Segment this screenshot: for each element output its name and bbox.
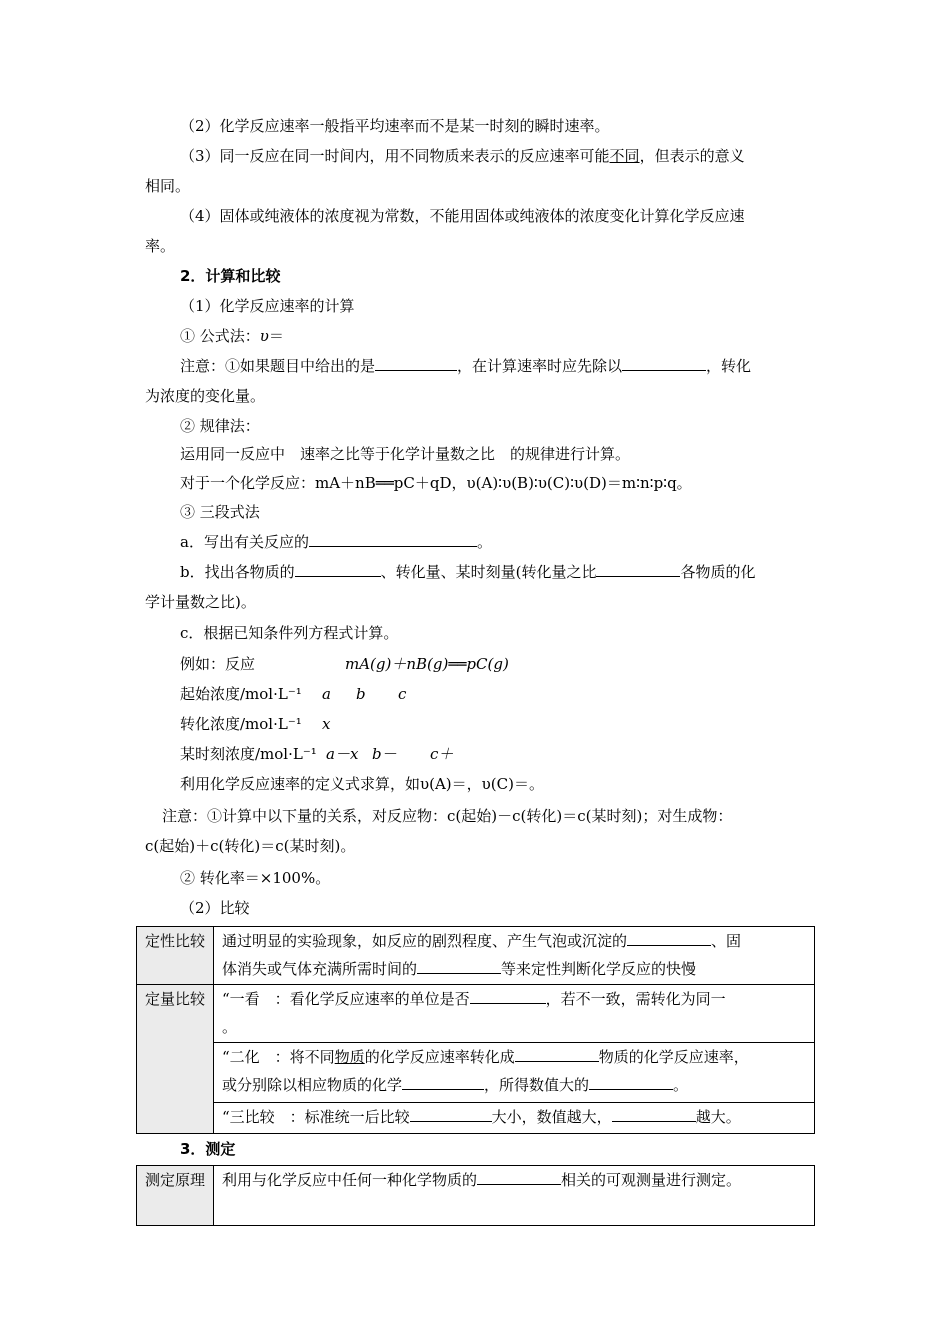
measure-table [136, 1165, 815, 1226]
quant-rule-1: “一看 ：看化学反应速率的单位是否 ，若不一致，需转化为同一 。 [214, 985, 815, 1043]
row-moment-b: b－ [372, 745, 397, 763]
rule-equation: 对于一个化学反应：mA＋nB══pC＋qD，υ(A)∶υ(B)∶υ(C)∶υ(D)＝m∶n∶p∶q。 [180, 474, 692, 492]
note-3: （3）同一反应在同一时间内，用不同物质来表示的反应速率可能不同，但表示的意义 [180, 147, 745, 165]
formula-method: ① 公式法：υ＝ [180, 327, 284, 345]
qualitative-cell: 通过明显的实验现象，如反应的剧烈程度、产生气泡或沉淀的 、固 体消失或气体充满所需时间的 等来定性判断化学反应的快慢 [214, 927, 815, 985]
sub-heading-calc: （1）化学反应速率的计算 [180, 297, 355, 315]
row-change-x: x [322, 715, 331, 733]
example-label: 例如：反应 [180, 655, 256, 673]
quantitative-label: 定量比较 [137, 985, 214, 1134]
example-equation: mA(g)＋nB(g)══pC(g) [345, 655, 509, 673]
section-2-heading: 2．计算和比较 [180, 267, 281, 285]
step-c: c．根据已知条件列方程式计算。 [180, 624, 399, 642]
note-2: （2）化学反应速率一般指平均速率而不是某一时刻的瞬时速率。 [180, 117, 610, 135]
qualitative-label: 定性比较 [137, 927, 214, 985]
rule-method: ② 规律法： [180, 417, 260, 435]
calc-text: 利用化学反应速率的定义式求算，如υ(A)＝，υ(C)＝。 [180, 775, 544, 793]
conversion-rate: ② 转化率＝×100%。 [180, 869, 331, 887]
step-b-cont: 学计量数之比)。 [145, 593, 256, 611]
measure-label: 测定原理 [137, 1166, 214, 1226]
note-4-cont: 率。 [145, 237, 176, 255]
row-moment-label: 某时刻浓度/mol·L⁻¹ [180, 745, 317, 763]
row-change-label: 转化浓度/mol·L⁻¹ [180, 715, 302, 733]
rule-text: 运用同一反应中 速率之比等于化学计量数之比 的规律进行计算。 [180, 445, 631, 463]
note-3-cont: 相同。 [145, 177, 191, 195]
step-a: a．写出有关反应的 。 [180, 533, 492, 551]
quant-rule-2: “二化 ：将不同物质的化学反应速率转化成 物质的化学反应速率， 或分别除以相应物质的化学 ，所得数值大的 。 [214, 1043, 815, 1103]
three-step-method: ③ 三段式法 [180, 503, 260, 521]
row-initial-label: 起始浓度/mol·L⁻¹ [180, 685, 302, 703]
note-2-relations: 注意：①计算中以下量的关系，对反应物：c(起始)－c(转化)＝c(某时刻)；对生成物： [162, 807, 733, 825]
quant-rule-3: “三比较 ：标准统一后比较 大小，数值越大， 越大。 [214, 1103, 815, 1134]
measure-text: 利用与化学反应中任何一种化学物质的 相关的可观测量进行测定。 [214, 1166, 815, 1226]
row-moment-c: c＋ [430, 745, 454, 763]
row-initial-c: c [398, 685, 407, 703]
step-b: b．找出各物质的 、转化量、某时刻量(转化量之比 各物质的化 [180, 563, 756, 581]
section-3-heading: 3．测定 [180, 1140, 236, 1158]
compare-table [136, 926, 815, 1134]
note-1: 注意：①如果题目中给出的是 ，在计算速率时应先除以 ，转化 [180, 357, 752, 375]
note-1-cont: 为浓度的变化量。 [145, 387, 266, 405]
row-initial-a: a [322, 685, 331, 703]
note-2-relations-cont: c(起始)＋c(转化)＝c(某时刻)。 [145, 837, 356, 855]
row-moment-a: a－x [326, 745, 359, 763]
note-4: （4）固体或纯液体的浓度视为常数，不能用固体或纯液体的浓度变化计算化学反应速 [180, 207, 745, 225]
sub-heading-compare: （2）比较 [180, 899, 250, 917]
row-initial-b: b [356, 685, 366, 703]
